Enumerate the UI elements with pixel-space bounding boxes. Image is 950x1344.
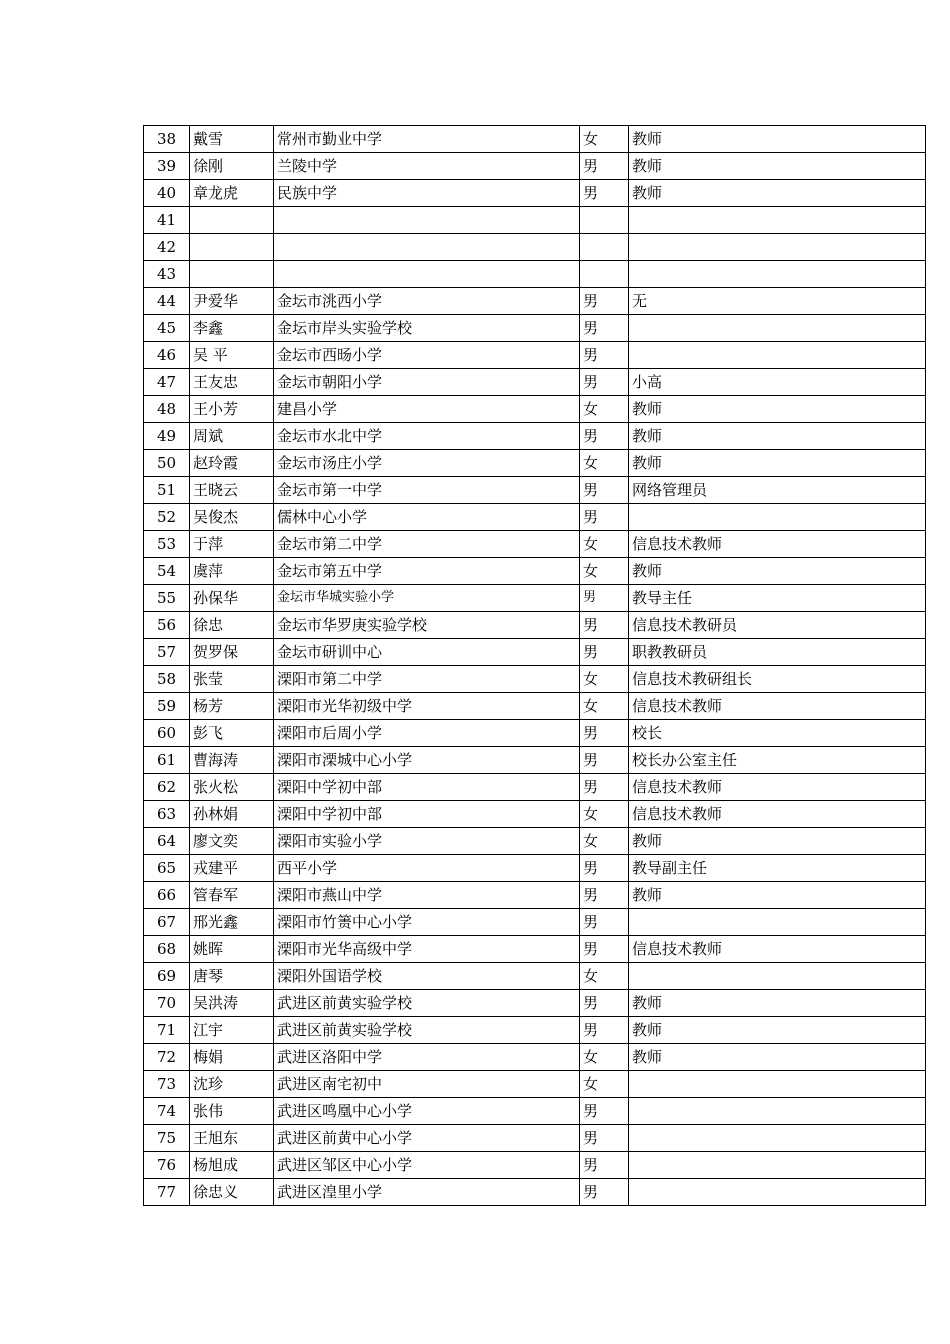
name-cell: 李鑫: [190, 315, 274, 342]
gender-cell: 男: [580, 288, 629, 315]
table-row: [144, 369, 926, 396]
row-number-cell: 60: [144, 720, 190, 747]
name-cell: 江宇: [190, 1017, 274, 1044]
gender-cell: 男: [580, 612, 629, 639]
name-cell: 戴雪: [190, 126, 274, 153]
position-cell: [629, 1152, 926, 1179]
row-number-cell: 59: [144, 693, 190, 720]
gender-cell: 男: [580, 423, 629, 450]
gender-cell: 女: [580, 666, 629, 693]
name-cell: 曹海涛: [190, 747, 274, 774]
school-cell: 金坛市第二中学: [274, 531, 580, 558]
row-number-cell: 39: [144, 153, 190, 180]
position-cell: 信息技术教师: [629, 774, 926, 801]
gender-cell: [580, 261, 629, 288]
school-cell: 金坛市研训中心: [274, 639, 580, 666]
position-cell: 教导副主任: [629, 855, 926, 882]
position-cell: 职教教研员: [629, 639, 926, 666]
gender-cell: 男: [580, 936, 629, 963]
position-cell: 教师: [629, 1017, 926, 1044]
row-number-cell: 47: [144, 369, 190, 396]
school-cell: 金坛市华城实验小学: [274, 585, 580, 612]
position-cell: 信息技术教师: [629, 531, 926, 558]
gender-cell: 女: [580, 693, 629, 720]
position-cell: [629, 1179, 926, 1206]
name-cell: 尹爱华: [190, 288, 274, 315]
table-row: [144, 801, 926, 828]
school-cell: 武进区湟里小学: [274, 1179, 580, 1206]
school-cell: 金坛市水北中学: [274, 423, 580, 450]
name-cell: 章龙虎: [190, 180, 274, 207]
table-row: [144, 612, 926, 639]
name-cell: 周斌: [190, 423, 274, 450]
school-cell: 溧阳市实验小学: [274, 828, 580, 855]
table-row: [144, 693, 926, 720]
table-row: [144, 828, 926, 855]
table-row: [144, 153, 926, 180]
position-cell: 校长: [629, 720, 926, 747]
table-row: [144, 1179, 926, 1206]
position-cell: 信息技术教研组长: [629, 666, 926, 693]
row-number-cell: 69: [144, 963, 190, 990]
name-cell: 王友忠: [190, 369, 274, 396]
position-cell: 网络管理员: [629, 477, 926, 504]
position-cell: [629, 315, 926, 342]
name-cell: 邢光鑫: [190, 909, 274, 936]
table-row: [144, 315, 926, 342]
position-cell: [629, 1071, 926, 1098]
roster-body: [144, 126, 926, 1206]
school-cell: 西平小学: [274, 855, 580, 882]
position-cell: 校长办公室主任: [629, 747, 926, 774]
position-cell: 教师: [629, 450, 926, 477]
table-row: [144, 666, 926, 693]
school-cell: 武进区邹区中心小学: [274, 1152, 580, 1179]
school-cell: 常州市勤业中学: [274, 126, 580, 153]
gender-cell: 女: [580, 1071, 629, 1098]
name-cell: [190, 234, 274, 261]
school-cell: 溧阳市燕山中学: [274, 882, 580, 909]
gender-cell: 男: [580, 855, 629, 882]
position-cell: 教师: [629, 180, 926, 207]
row-number-cell: 65: [144, 855, 190, 882]
row-number-cell: 74: [144, 1098, 190, 1125]
school-cell: 金坛市第五中学: [274, 558, 580, 585]
name-cell: 梅娟: [190, 1044, 274, 1071]
name-cell: 虞萍: [190, 558, 274, 585]
name-cell: [190, 207, 274, 234]
position-cell: 教师: [629, 828, 926, 855]
school-cell: 兰陵中学: [274, 153, 580, 180]
school-cell: 建昌小学: [274, 396, 580, 423]
table-row: [144, 963, 926, 990]
name-cell: 唐琴: [190, 963, 274, 990]
position-cell: 无: [629, 288, 926, 315]
position-cell: 教师: [629, 1044, 926, 1071]
school-cell: 武进区前黄实验学校: [274, 990, 580, 1017]
gender-cell: 男: [580, 882, 629, 909]
gender-cell: 男: [580, 180, 629, 207]
name-cell: 姚晖: [190, 936, 274, 963]
gender-cell: 女: [580, 1044, 629, 1071]
gender-cell: 女: [580, 801, 629, 828]
position-cell: 教师: [629, 126, 926, 153]
gender-cell: 男: [580, 909, 629, 936]
position-cell: 教师: [629, 153, 926, 180]
gender-cell: 男: [580, 153, 629, 180]
gender-cell: 男: [580, 369, 629, 396]
table-row: [144, 639, 926, 666]
position-cell: 教师: [629, 990, 926, 1017]
table-row: [144, 423, 926, 450]
name-cell: 王晓云: [190, 477, 274, 504]
name-cell: 廖文奕: [190, 828, 274, 855]
table-row: [144, 936, 926, 963]
table-row: [144, 558, 926, 585]
row-number-cell: 73: [144, 1071, 190, 1098]
position-cell: 信息技术教研员: [629, 612, 926, 639]
position-cell: [629, 342, 926, 369]
gender-cell: 男: [580, 1098, 629, 1125]
gender-cell: 男: [580, 720, 629, 747]
school-cell: [274, 261, 580, 288]
gender-cell: 男: [580, 1152, 629, 1179]
position-cell: [629, 909, 926, 936]
table-row: [144, 261, 926, 288]
table-row: [144, 747, 926, 774]
table-row: [144, 531, 926, 558]
position-cell: 教师: [629, 423, 926, 450]
school-cell: 金坛市汤庄小学: [274, 450, 580, 477]
position-cell: 教师: [629, 558, 926, 585]
table-row: [144, 774, 926, 801]
table-row: [144, 855, 926, 882]
row-number-cell: 52: [144, 504, 190, 531]
position-cell: 信息技术教师: [629, 801, 926, 828]
table-row: [144, 504, 926, 531]
school-cell: 溧阳市光华初级中学: [274, 693, 580, 720]
school-cell: 武进区鸣凰中心小学: [274, 1098, 580, 1125]
row-number-cell: 50: [144, 450, 190, 477]
school-cell: 武进区前黄实验学校: [274, 1017, 580, 1044]
name-cell: 吴 平: [190, 342, 274, 369]
row-number-cell: 63: [144, 801, 190, 828]
name-cell: 张伟: [190, 1098, 274, 1125]
table-row: [144, 207, 926, 234]
gender-cell: 女: [580, 126, 629, 153]
name-cell: 杨旭成: [190, 1152, 274, 1179]
gender-cell: 女: [580, 450, 629, 477]
school-cell: 金坛市洮西小学: [274, 288, 580, 315]
gender-cell: 男: [580, 990, 629, 1017]
name-cell: 于萍: [190, 531, 274, 558]
school-cell: 金坛市朝阳小学: [274, 369, 580, 396]
school-cell: 溧阳市第二中学: [274, 666, 580, 693]
gender-cell: 女: [580, 828, 629, 855]
gender-cell: 男: [580, 747, 629, 774]
table-row: [144, 450, 926, 477]
row-number-cell: 57: [144, 639, 190, 666]
name-cell: 彭飞: [190, 720, 274, 747]
table-row: [144, 990, 926, 1017]
name-cell: 吴洪涛: [190, 990, 274, 1017]
name-cell: 徐忠: [190, 612, 274, 639]
row-number-cell: 46: [144, 342, 190, 369]
school-cell: 溧阳市光华高级中学: [274, 936, 580, 963]
name-cell: 吴俊杰: [190, 504, 274, 531]
row-number-cell: 68: [144, 936, 190, 963]
school-cell: 溧阳中学初中部: [274, 801, 580, 828]
gender-cell: [580, 234, 629, 261]
position-cell: 教师: [629, 882, 926, 909]
table-row: [144, 720, 926, 747]
gender-cell: 男: [580, 504, 629, 531]
school-cell: 武进区南宅初中: [274, 1071, 580, 1098]
table-row: [144, 180, 926, 207]
gender-cell: 男: [580, 315, 629, 342]
school-cell: [274, 207, 580, 234]
name-cell: 沈珍: [190, 1071, 274, 1098]
row-number-cell: 55: [144, 585, 190, 612]
name-cell: 贺罗保: [190, 639, 274, 666]
table-row: [144, 1044, 926, 1071]
gender-cell: 男: [580, 585, 629, 612]
name-cell: 孙保华: [190, 585, 274, 612]
row-number-cell: 41: [144, 207, 190, 234]
gender-cell: 男: [580, 477, 629, 504]
gender-cell: 男: [580, 1179, 629, 1206]
school-cell: 金坛市西旸小学: [274, 342, 580, 369]
row-number-cell: 58: [144, 666, 190, 693]
row-number-cell: 40: [144, 180, 190, 207]
school-cell: 溧阳市后周小学: [274, 720, 580, 747]
name-cell: [190, 261, 274, 288]
row-number-cell: 43: [144, 261, 190, 288]
table-row: [144, 477, 926, 504]
position-cell: [629, 1098, 926, 1125]
table-row: [144, 909, 926, 936]
table-row: [144, 1152, 926, 1179]
school-cell: 溧阳外国语学校: [274, 963, 580, 990]
row-number-cell: 45: [144, 315, 190, 342]
school-cell: 金坛市岸头实验学校: [274, 315, 580, 342]
position-cell: 信息技术教师: [629, 693, 926, 720]
row-number-cell: 42: [144, 234, 190, 261]
position-cell: [629, 234, 926, 261]
position-cell: [629, 504, 926, 531]
name-cell: 徐刚: [190, 153, 274, 180]
name-cell: 杨芳: [190, 693, 274, 720]
school-cell: [274, 234, 580, 261]
row-number-cell: 54: [144, 558, 190, 585]
row-number-cell: 75: [144, 1125, 190, 1152]
position-cell: 小高: [629, 369, 926, 396]
table-row: [144, 882, 926, 909]
school-cell: 武进区前黄中心小学: [274, 1125, 580, 1152]
name-cell: 张莹: [190, 666, 274, 693]
row-number-cell: 56: [144, 612, 190, 639]
name-cell: 王旭东: [190, 1125, 274, 1152]
gender-cell: 女: [580, 396, 629, 423]
row-number-cell: 38: [144, 126, 190, 153]
school-cell: 武进区洛阳中学: [274, 1044, 580, 1071]
gender-cell: 男: [580, 1017, 629, 1044]
row-number-cell: 62: [144, 774, 190, 801]
school-cell: 金坛市华罗庚实验学校: [274, 612, 580, 639]
row-number-cell: 64: [144, 828, 190, 855]
row-number-cell: 72: [144, 1044, 190, 1071]
gender-cell: 男: [580, 1125, 629, 1152]
position-cell: [629, 1125, 926, 1152]
table-row: [144, 585, 926, 612]
gender-cell: 男: [580, 774, 629, 801]
row-number-cell: 48: [144, 396, 190, 423]
row-number-cell: 66: [144, 882, 190, 909]
gender-cell: 女: [580, 963, 629, 990]
name-cell: 戎建平: [190, 855, 274, 882]
row-number-cell: 67: [144, 909, 190, 936]
gender-cell: [580, 207, 629, 234]
row-number-cell: 44: [144, 288, 190, 315]
row-number-cell: 70: [144, 990, 190, 1017]
table-row: [144, 288, 926, 315]
name-cell: 孙林娟: [190, 801, 274, 828]
table-row: [144, 1098, 926, 1125]
gender-cell: 女: [580, 531, 629, 558]
position-cell: [629, 963, 926, 990]
row-number-cell: 49: [144, 423, 190, 450]
row-number-cell: 71: [144, 1017, 190, 1044]
table-row: [144, 234, 926, 261]
row-number-cell: 53: [144, 531, 190, 558]
roster-table: [143, 125, 926, 1206]
table-row: [144, 1071, 926, 1098]
school-cell: 溧阳市竹箦中心小学: [274, 909, 580, 936]
name-cell: 管春军: [190, 882, 274, 909]
table-row: [144, 126, 926, 153]
name-cell: 张火松: [190, 774, 274, 801]
table-row: [144, 342, 926, 369]
gender-cell: 男: [580, 639, 629, 666]
name-cell: 徐忠义: [190, 1179, 274, 1206]
school-cell: 溧阳中学初中部: [274, 774, 580, 801]
school-cell: 民族中学: [274, 180, 580, 207]
position-cell: [629, 207, 926, 234]
name-cell: 赵玲霞: [190, 450, 274, 477]
position-cell: 信息技术教师: [629, 936, 926, 963]
table-row: [144, 1017, 926, 1044]
school-cell: 溧阳市溧城中心小学: [274, 747, 580, 774]
position-cell: [629, 261, 926, 288]
row-number-cell: 61: [144, 747, 190, 774]
gender-cell: 男: [580, 342, 629, 369]
row-number-cell: 51: [144, 477, 190, 504]
row-number-cell: 76: [144, 1152, 190, 1179]
school-cell: 儒林中心小学: [274, 504, 580, 531]
position-cell: 教导主任: [629, 585, 926, 612]
row-number-cell: 77: [144, 1179, 190, 1206]
gender-cell: 女: [580, 558, 629, 585]
position-cell: 教师: [629, 396, 926, 423]
table-row: [144, 396, 926, 423]
name-cell: 王小芳: [190, 396, 274, 423]
table-row: [144, 1125, 926, 1152]
school-cell: 金坛市第一中学: [274, 477, 580, 504]
